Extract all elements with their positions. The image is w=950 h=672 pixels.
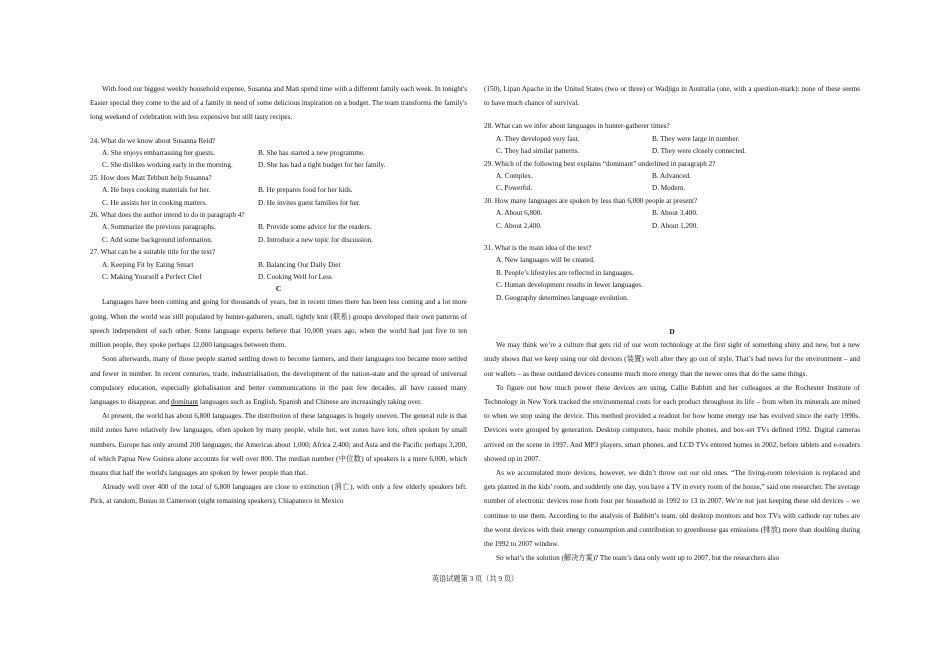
option-a: A. They developed very fast. <box>496 134 580 143</box>
question-stem: 24. What do we know about Susanna Reid? <box>90 136 216 145</box>
question-stem: 29. Which of the following best explains “dominant” underlined in paragraph 2? <box>484 159 716 168</box>
option-c: C. He assists her in cooking matters. <box>102 198 208 207</box>
question-27 <box>90 246 467 283</box>
section-d-heading: D <box>669 327 675 337</box>
option-b: B. He prepares food for her kids. <box>258 186 353 195</box>
option-c: C. About 2,400. <box>496 221 542 230</box>
option-b: B. Advanced. <box>652 172 691 181</box>
question-stem: 26. What does the author intend to do in paragraph 4? <box>90 211 245 220</box>
option-c: C. Add some background information. <box>102 235 213 244</box>
question-stem: 30. How many languages are spoken by less than 6,000 people at present? <box>484 196 698 205</box>
option-d: D. Modern. <box>652 184 686 193</box>
right-column <box>484 82 860 565</box>
question-stem: 25. How does Matt Tebbutt help Susanna? <box>90 173 212 182</box>
option-b: B. About 3,400. <box>652 209 698 218</box>
option-a: A. Summarize the previous paragraphs. <box>102 223 216 232</box>
question-25 <box>90 172 467 209</box>
option-d: D. Cooking Well for Less <box>258 273 332 282</box>
option-d: D. She has had a tight budget for her family. <box>258 161 386 170</box>
passage-d-paragraph-4: So what’s the solution (解决方案)? The team’s data only went up to 2007, but the researchers also <box>496 554 780 563</box>
paragraph-text: languages such as English, Spanish and Chinese are increasingly taking over. <box>198 397 422 406</box>
question-28 <box>484 120 860 157</box>
paragraph-text: Soon afterwards, many of those people started settling down to become farmers, and their languages too became more settled and fewer in number. In recent centuries, trade, industrialisation, the development of the nation-state and the spread of universal compulsory education, especially globalisation and better communications in the past few decades, all have caused many languages to disappear, and <box>90 355 467 406</box>
option-d: D. Geography determines language evolution. <box>496 293 629 302</box>
left-column <box>90 82 467 509</box>
question-stem: 31. What is the main idea of the text? <box>484 244 592 253</box>
passage-c-continuation: (150), Lipan Apache in the United States (two or three) or Wadjigu in Australia (one, with a question-mark): none of these seems to have much chance of survival. <box>484 85 860 108</box>
option-d: D. Introduce a new topic for discussion. <box>258 235 373 244</box>
option-a: A. He buys cooking materials for her. <box>102 186 211 195</box>
passage-c-paragraph-2 <box>90 352 467 409</box>
option-c: C. Powerful. <box>496 184 533 193</box>
option-b: B. Provide some advice for the readers. <box>258 223 372 232</box>
option-a: A. New languages will be created. <box>496 256 595 265</box>
option-a: A. Complex. <box>496 172 533 181</box>
page-footer: 英语试题第 3 页（共 9 页） <box>431 575 519 583</box>
question-26 <box>90 209 467 246</box>
option-c: C. Making Yourself a Perfect Chef <box>102 273 202 282</box>
section-c-heading: C <box>275 284 282 294</box>
question-stem: 28. What can we infer about languages in hunter-gatherer times? <box>484 122 670 131</box>
option-b: B. They were large in number. <box>652 134 740 143</box>
underlined-word-dominant: dominant <box>170 397 199 406</box>
option-c: C. She dislikes working early in the morning. <box>102 161 233 170</box>
option-b: B. Balancing Our Daily Diet <box>258 260 341 269</box>
option-d: D. They were closely connected. <box>652 147 747 156</box>
option-b: B. People’s lifestyles are reflected in languages. <box>496 268 634 277</box>
question-31 <box>484 242 860 304</box>
passage-d-paragraph-1: We may think we’re a culture that gets rid of our worn technology at the first sight of something shiny and new, but a new study shows that we keep using our old devices (装置) well after they go out of style. That’s bad news for the environment – and our wallets – as these outdated devices consume much more energy than the newer ones that do the same things. <box>484 341 860 378</box>
option-a: A. Keeping Fit by Eating Smart <box>102 260 194 269</box>
question-stem: 27. What can be a suitable title for the text? <box>90 248 216 257</box>
option-b: B. She has started a new programme. <box>258 149 365 158</box>
passage-d-paragraph-2: To figure out how much power these devices are using, Callie Babbitt and her colleagues at the Rochester Institute of Technology in New York tracked the environmental costs for each product throughout its life – from when its minerals are mined to when we stop using the device. This method provided a readout for how home energy use has evolved since the early 1990s. Devices were grouped by generation. Desktop computers, basic mobile phones, and box-set TVs defined 1992. Digital cameras arrived on the scene in 1997. And MP3 players, smart phones, and LCD TVs entered homes in 2002, before tablets and e-readers showed up in 2007. <box>484 383 860 463</box>
option-c: C. Human development results in fewer languages. <box>496 281 643 290</box>
option-d: D. He invites guest families for her. <box>258 198 361 207</box>
passage-c-paragraph-1: Languages have been coming and going for thousands of years, but in recent times there has been less coming and a lot more going. When the world was still populated by hunter-gatherers, small, tightly knit (联系) groups developed their own patterns of speech independent of each other. Some language experts believe that 10,000 years ago, when the world had just five to ten million people, they spoke perhaps 12,000 languages between them. <box>90 298 467 350</box>
passage-c-paragraph-4: Already well over 400 of the total of 6,800 languages are close to extinction (消亡), with only a few elderly speakers left. Pick, at random, Busuu in Cameroon (eight remaining speakers), Chiapaneco in Mexico <box>90 483 467 506</box>
passage-c-paragraph-3: At present, the world has about 6,800 languages. The distribution of these languages is hugely uneven. The general rule is that mild zones have relatively few languages, often spoken by many people, while hot, wet zones have lots, often spoken by small numbers. Europe has only around 200 languages; the Americas about 1,000; Africa 2,400; and Asia and the Pacific perhaps 3,200, of which Papua New Guinea alone accounts for well over 800. The median number (中位数) of speakers is a mere 6,000, which means that half the world's languages are spoken by fewer people than that. <box>90 412 467 477</box>
option-a: A. She enjoys embarrassing her guests. <box>102 149 215 158</box>
option-c: C. They had similar patterns. <box>496 147 580 156</box>
passage-b-last-paragraph: With food our biggest weekly household expense, Susanna and Matt spend time with a different family each week. In tonight's Easter special they come to the aid of a family in need of some delicious inspiration on a budget. The team transforms the family's long weekend of celebration with less expensive but still tasty recipes. <box>90 85 467 122</box>
question-30 <box>484 195 860 232</box>
option-a: A. About 6,800. <box>496 209 543 218</box>
question-24 <box>90 135 467 172</box>
option-d: D. About 1,200. <box>652 221 699 230</box>
question-29 <box>484 158 860 195</box>
passage-d-paragraph-3: As we accumulated more devices, however, we didn’t throw out our old ones. “The living-room television is replaced and gets planted in the kids’ room, and suddenly one day, you have a TV in every room of the house,” said one researcher. The average number of electronic devices rose from four per household in 1992 to 13 in 2007. We’re not just keeping these old devices – we continue to use them. According to the analysis of Babbitt’s team, old desktop monitors and box TVs with cathode ray tubes are the worst devices with their energy consumption and contribution to greenhouse gas emissions (排放) more than doubling during the 1992 to 2007 window. <box>484 468 860 548</box>
